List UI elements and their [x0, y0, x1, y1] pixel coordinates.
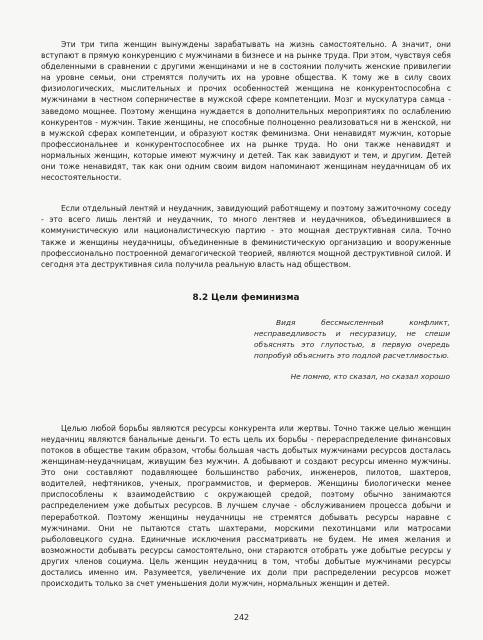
epigraph: [254, 317, 450, 382]
section-heading: 8.2 Цели феминизма: [192, 292, 300, 303]
paragraph-3: Целью любой борьбы являются ресурсы конкурента или жертвы. Точно также целью женщин неудачниц являются банальные деньги. То есть цель их борьбы - перераспределение финансовых потоков в обществе таким образом, чтобы большая часть добытых мужчинами ресурсов досталась женщинам-неудачницам, живущим без мужчин. А добывают и создают ресурсы именно мужчины. Это они составляют подавляющее большинство рабочих, инженеров, пилотов, шахтеров, водителей, нефтяников, ученых, программистов, и фермеров. Женщины биологически менее приспособлены к взаимодействию с окружающей средой, поэтому обычно занимаются распределением уже добытых ресурсов. В лучшем случае - обслуживанием процесса добычи и переработкой. Поэтому женщины неудачницы не стремятся добывать ресурсы наравне с мужчинами. Они не пытаются стать шахтерами, морскими пехотинцами или матросами рыболовецкого судна. Единичные исключения рассматривать не будем. Не имея желания и возможности добывать ресурсы самостоятельно, они стараются отобрать уже добытые ресурсы у других членов социума. Цель женщин неудачниц в том, чтобы добытые мужчинами ресурсы достались именно им. Разумеется, увеличение их доли при распределении ресурсов может происходить только за счет уменьшения доли мужчин, нормальных женщин и детей.: [41, 423, 451, 589]
page-number: 242: [233, 613, 250, 622]
paragraph-2: Если отдельный лентяй и неудачник, завидующий работящему и поэтому зажиточному соседу - это всего лишь лентяй и неудачник, то много лентяев и неудачников, объединившиеся в коммунистическую или националистическую партию - это мощная деструктивная сила. Точно также и женщины неудачницы, объединенные в феминистическую организацию и вооруженные профессионально построенной демагогической теорией, являются мощной деструктивной силой. И сегодня эта деструктивная сила получила реальную власть над обществом.: [41, 204, 451, 269]
epigraph-source: Не помню, кто сказал, но сказал хорошо: [290, 371, 450, 381]
epigraph-text: Видя бессмысленный конфликт, несправедливость и несуразицу, не спеши объяснять это глупостью, в первую очередь попробуй объяснить это подлой расчетливостью.: [254, 317, 450, 360]
page-content: [41, 39, 451, 589]
paragraph-1: Эти три типа женщин вынуждены зарабатывать на жизнь самостоятельно. А значит, они вступают в прямую конкуренцию с мужчинами в бизнесе и на рынке труда. При этом, чувствуя себя обделенными в сравнении с другими женщинами и не в состоянии получить женские привилегии на уровне семьи, они стремятся получить их на уровне общества. К тому же в силу своих физиологических, мыслительных и прочих особенностей женщина не конкурентоспособна с мужчинами в честном соперничестве в мужской сфере компетенции. Мозг и мускулатура самца - заведомо мощнее. Поэтому женщина нуждается в дополнительных мероприятиях по ослаблению конкурентов - мужчин. Такие женщины, не способные полноценно реализоваться ни в женской, ни в мужской сферах компетенции, и образуют костяк феминизма. Они ненавидят мужчин, которые профессиональнее и конкурентоспособнее их на рынке труда. Но они также ненавидят и нормальных женщин, которые имеют мужчину и детей. Так как завидуют и тем, и другим. Детей они тоже ненавидят, так как они одним своим видом напоминают женщинам неудачницам об их несостоятельности.: [41, 40, 451, 183]
